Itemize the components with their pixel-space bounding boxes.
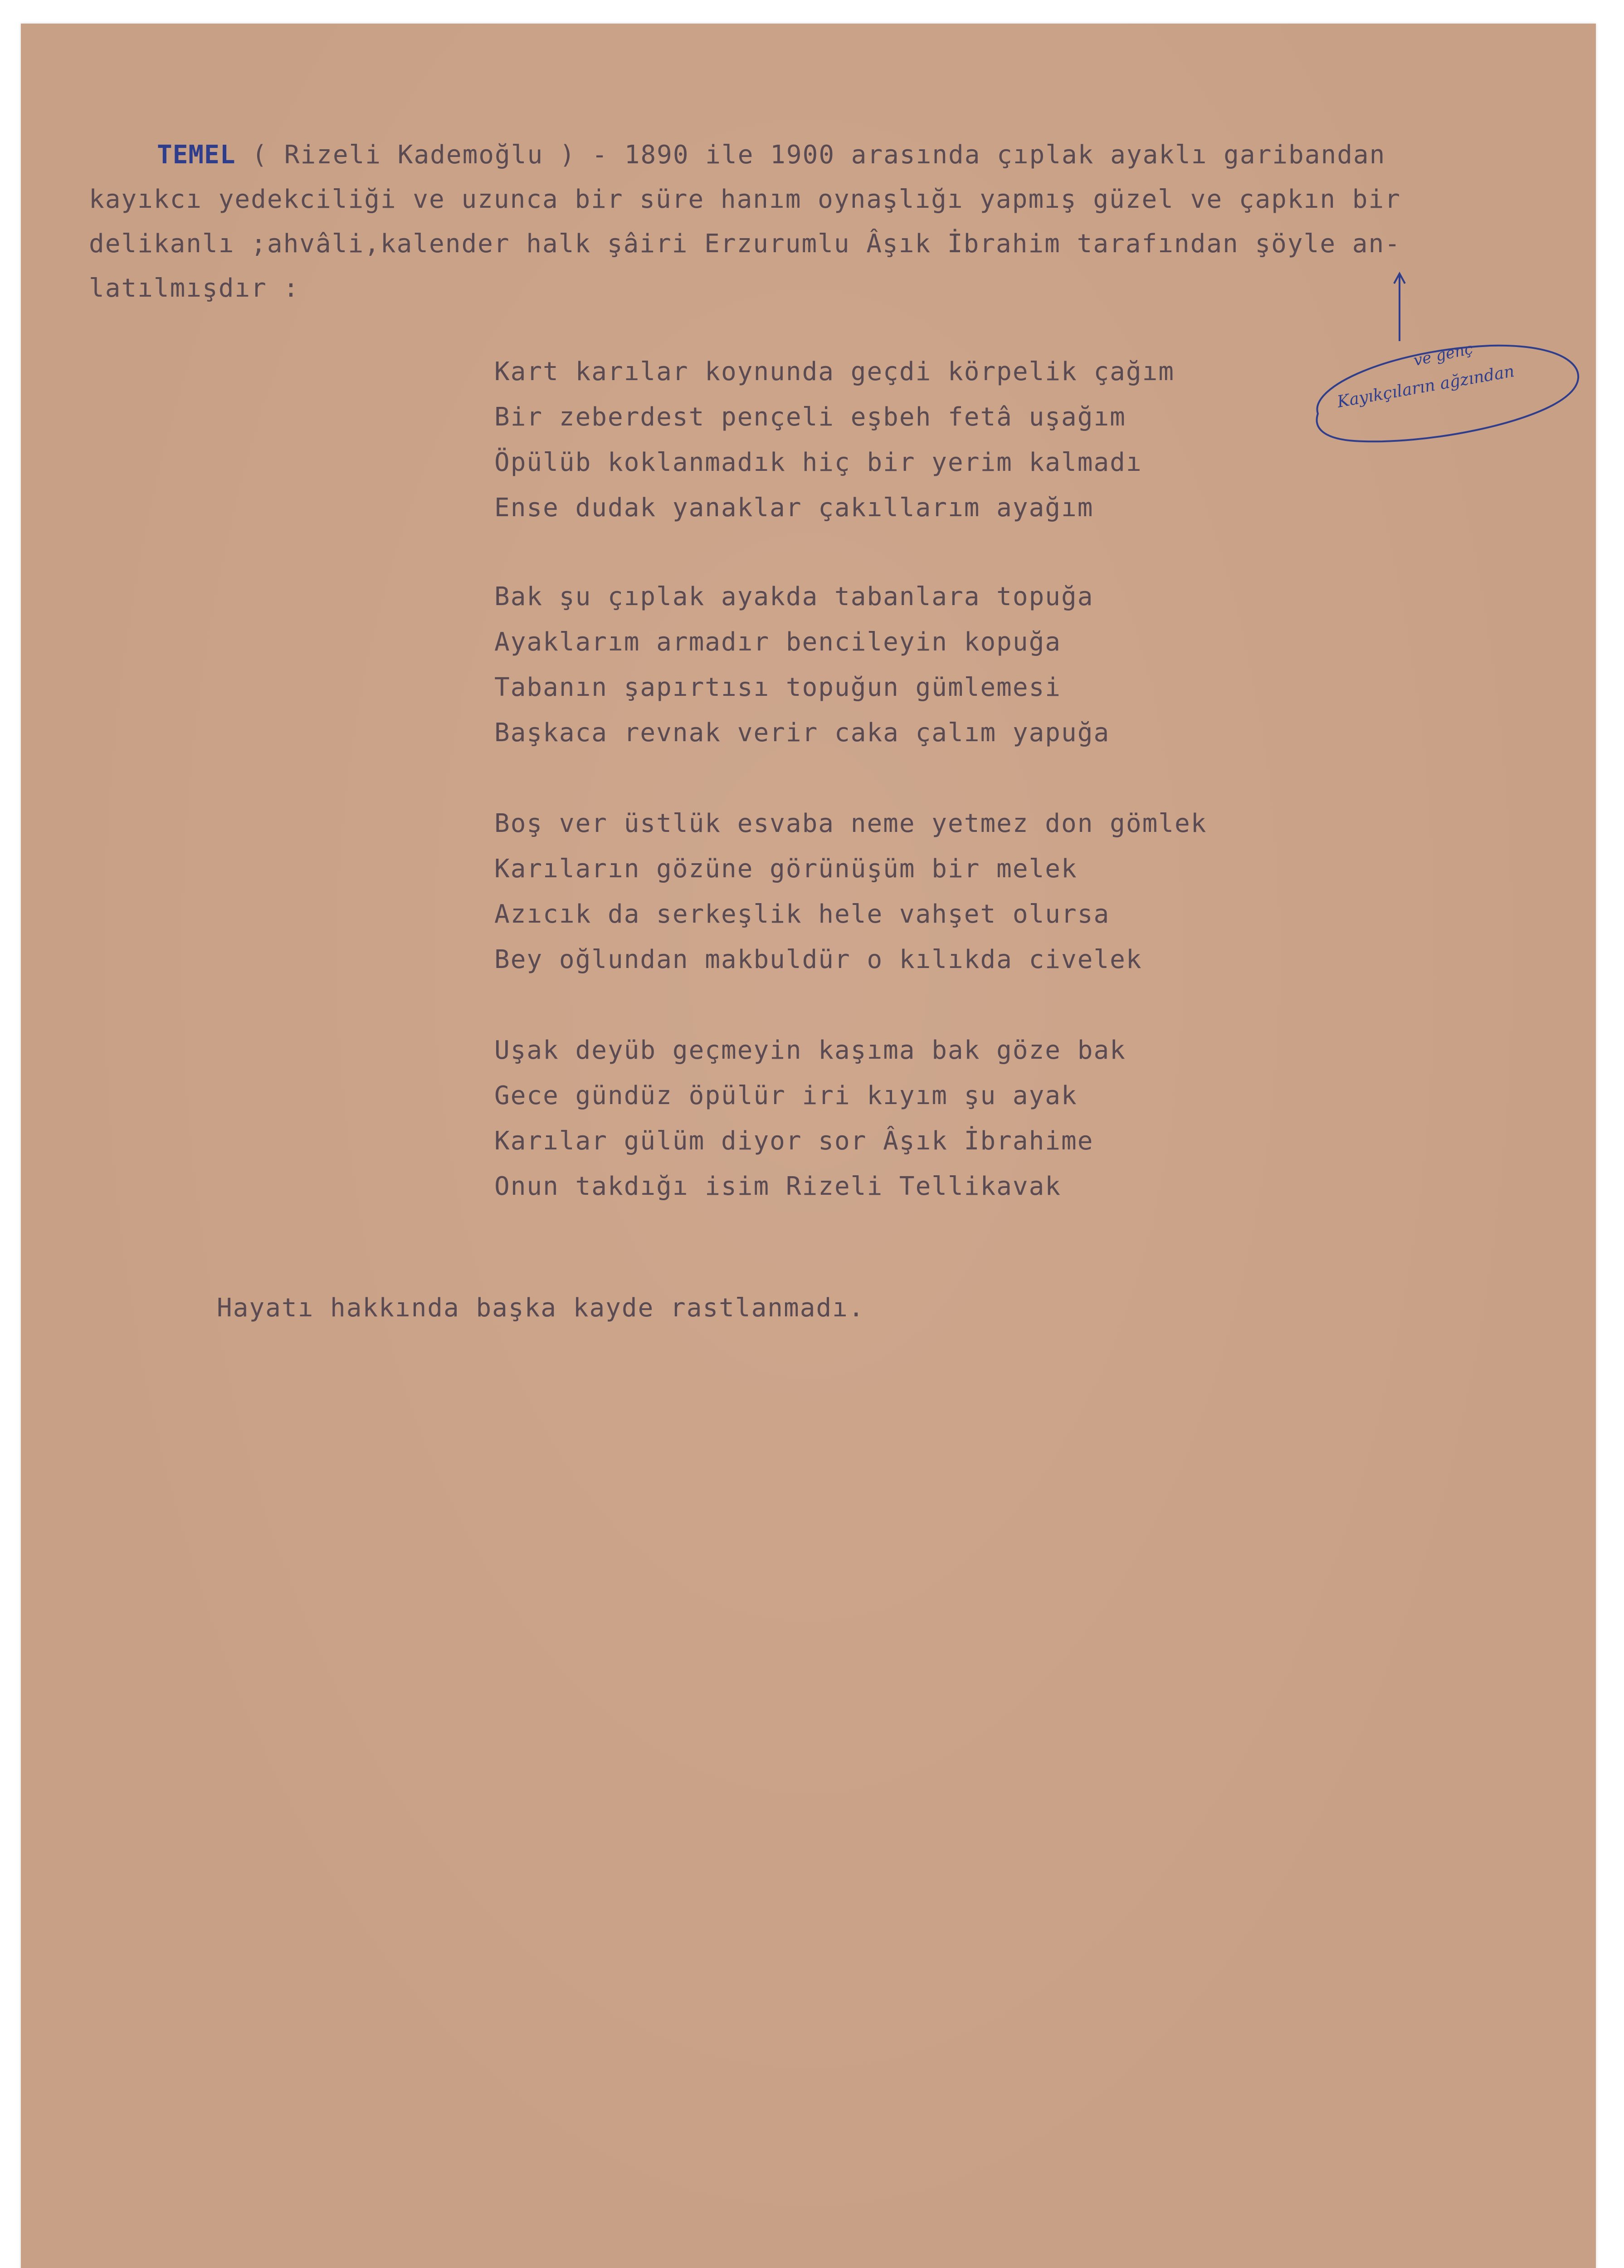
stanza-2-line-2: Ayaklarım armadır bencileyin kopuğa: [494, 627, 1062, 657]
closing-note: Hayatı hakkında başka kayde rastlanmadı.: [217, 1293, 865, 1323]
intro-line-4: latılmışdır :: [89, 274, 300, 303]
stanza-2-line-3: Tabanın şapırtısı topuğun gümlemesi: [494, 673, 1062, 702]
stanza-1-line-1: Kart karılar koynunda geçdi körpelik çağım: [494, 357, 1175, 386]
stanza-3-line-2: Karıların gözüne görünüşüm bir melek: [494, 854, 1078, 884]
intro-line-2: kayıkcı yedekciliği ve uzunca bir süre hanım oynaşlığı yapmış güzel ve çapkın bir: [89, 185, 1401, 214]
typewritten-page: [21, 24, 1596, 2268]
annotation-arrow-icon: [1390, 271, 1409, 343]
annotation-text-2: Kayıkçıların ağzından: [1336, 362, 1516, 412]
intro-line-3: delikanlı ;ahvâli,kalender halk şâiri Erzurumlu Âşık İbrahim tarafından şöyle an-: [89, 229, 1401, 259]
intro-line-1-text: ( Rizeli Kademoğlu ) - 1890 ile 1900 arasında çıplak ayaklı garibandan: [235, 140, 1386, 170]
intro-line-1: [157, 142, 1385, 168]
stanza-3-line-1: Boş ver üstlük esvaba neme yetmez don gömlek: [494, 809, 1207, 838]
stanza-4-line-2: Gece gündüz öpülür iri kıyım şu ayak: [494, 1081, 1078, 1110]
annotation-text-1: ve genç: [1412, 339, 1475, 370]
stanza-1-line-3: Öpülüb koklanmadık hiç bir yerim kalmadı: [494, 448, 1142, 477]
stanza-3-line-3: Azıcık da serkeşlik hele vahşet olursa: [494, 899, 1110, 929]
stanza-2-line-4: Başkaca revnak verir caka çalım yapuğa: [494, 718, 1110, 748]
stanza-2-line-1: Bak şu çıplak ayakda tabanlara topuğa: [494, 582, 1094, 611]
stanza-4-line-1: Uşak deyüb geçmeyin kaşıma bak göze bak: [494, 1036, 1126, 1065]
stanza-4-line-4: Onun takdığı isim Rizeli Tellikavak: [494, 1172, 1062, 1201]
entry-title: TEMEL: [157, 140, 236, 170]
stanza-1-line-2: Bir zeberdest pençeli eşbeh fetâ uşağım: [494, 402, 1126, 432]
stanza-3-line-4: Bey oğlundan makbuldür o kılıkda civelek: [494, 945, 1142, 974]
stanza-4-line-3: Karılar gülüm diyor sor Âşık İbrahime: [494, 1126, 1094, 1156]
handwritten-annotation: [1300, 337, 1590, 464]
stanza-1-line-4: Ense dudak yanaklar çakıllarım ayağım: [494, 493, 1094, 523]
